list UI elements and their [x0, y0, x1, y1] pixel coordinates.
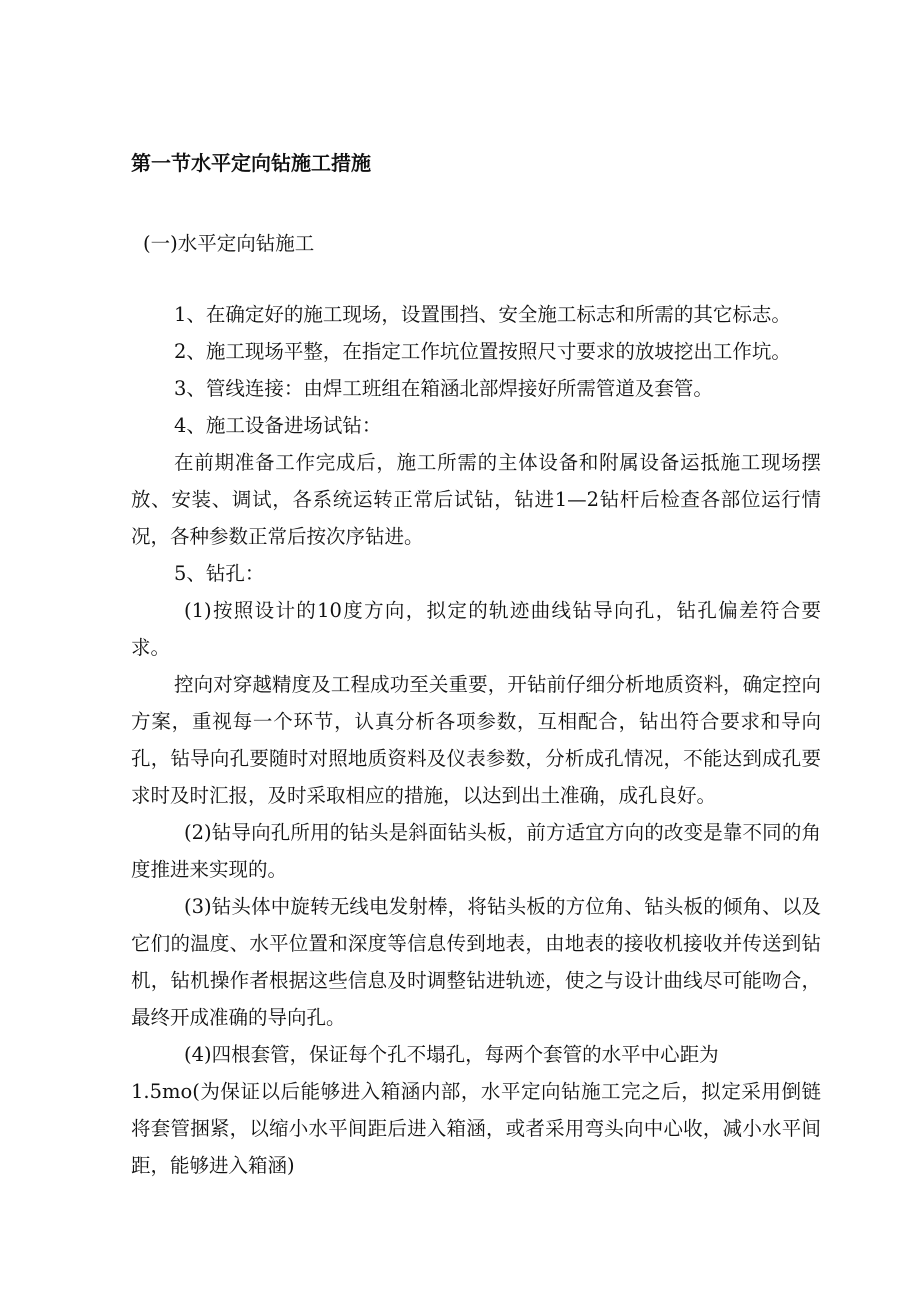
subsection-heading: (一)水平定向钻施工	[143, 232, 315, 255]
paragraph-sub-1-text: 控向对穿越精度及工程成功至关重要，开钻前仔细分析地质资料，确定控向方案，重视每一个环节，认真分析各项参数，互相配合，钻出符合要求和导向孔，钻导向孔要随时对照地质资料及仪表参数，分析成孔情况，不能达到成孔要求时及时汇报，及时采取相应的措施，以达到出土准确，成孔良好。	[131, 673, 821, 807]
paragraph-item-4: 4、施工设备进场试钻：	[174, 414, 382, 437]
paragraph-sub-1: (1)按照设计的10度方向，拟定的轨迹曲线钻导向孔，钻孔偏差符合要求。	[131, 599, 821, 659]
paragraph-item-4-text: 在前期准备工作完成后，施工所需的主体设备和附属设备运抵施工现场摆放、安装、调试，各系统运转正常后试钻，钻进1—2钻杆后检查各部位运行情况，各种参数正常后按次序钻进。	[131, 451, 821, 548]
paragraph-sub-2: (2)钻导向孔所用的钻头是斜面钻头板，前方适宜方向的改变是靠不同的角度推进来实现的。	[131, 821, 821, 881]
section-title: 第一节水平定向钻施工措施	[131, 151, 371, 175]
paragraph-sub-3: (3)钻头体中旋转无线电发射棒，将钻头板的方位角、钻头板的倾角、以及它们的温度、水平位置和深度等信息传到地表，由地表的接收机接收并传送到钻机，钻机操作者根据这些信息及时调整钻进轨迹，使之与设计曲线尽可能吻合，最终开成准确的导向孔。	[131, 895, 821, 1029]
paragraph-item-1: 1、在确定好的施工现场，设置围挡、安全施工标志和所需的其它标志。	[174, 303, 791, 326]
paragraph-sub-4-line-1: (4)四根套管，保证每个孔不塌孔，每两个套管的水平中心距为	[184, 1043, 719, 1066]
paragraph-sub-4-line-2: 1.5mo(为保证以后能够进入箱涵内部，水平定向钻施工完之后，拟定采用倒链将套管捆紧，以缩小水平间距后进入箱涵，或者采用弯头向中心收，减小水平间距，能够进入箱涵)	[131, 1080, 821, 1177]
paragraph-item-5: 5、钻孔：	[174, 562, 265, 585]
document-body	[131, 296, 821, 1184]
paragraph-item-2: 2、施工现场平整，在指定工作坑位置按照尺寸要求的放坡挖出工作坑。	[174, 340, 791, 363]
paragraph-item-3: 3、管线连接：由焊工班组在箱涵北部焊接好所需管道及套管。	[174, 377, 713, 400]
